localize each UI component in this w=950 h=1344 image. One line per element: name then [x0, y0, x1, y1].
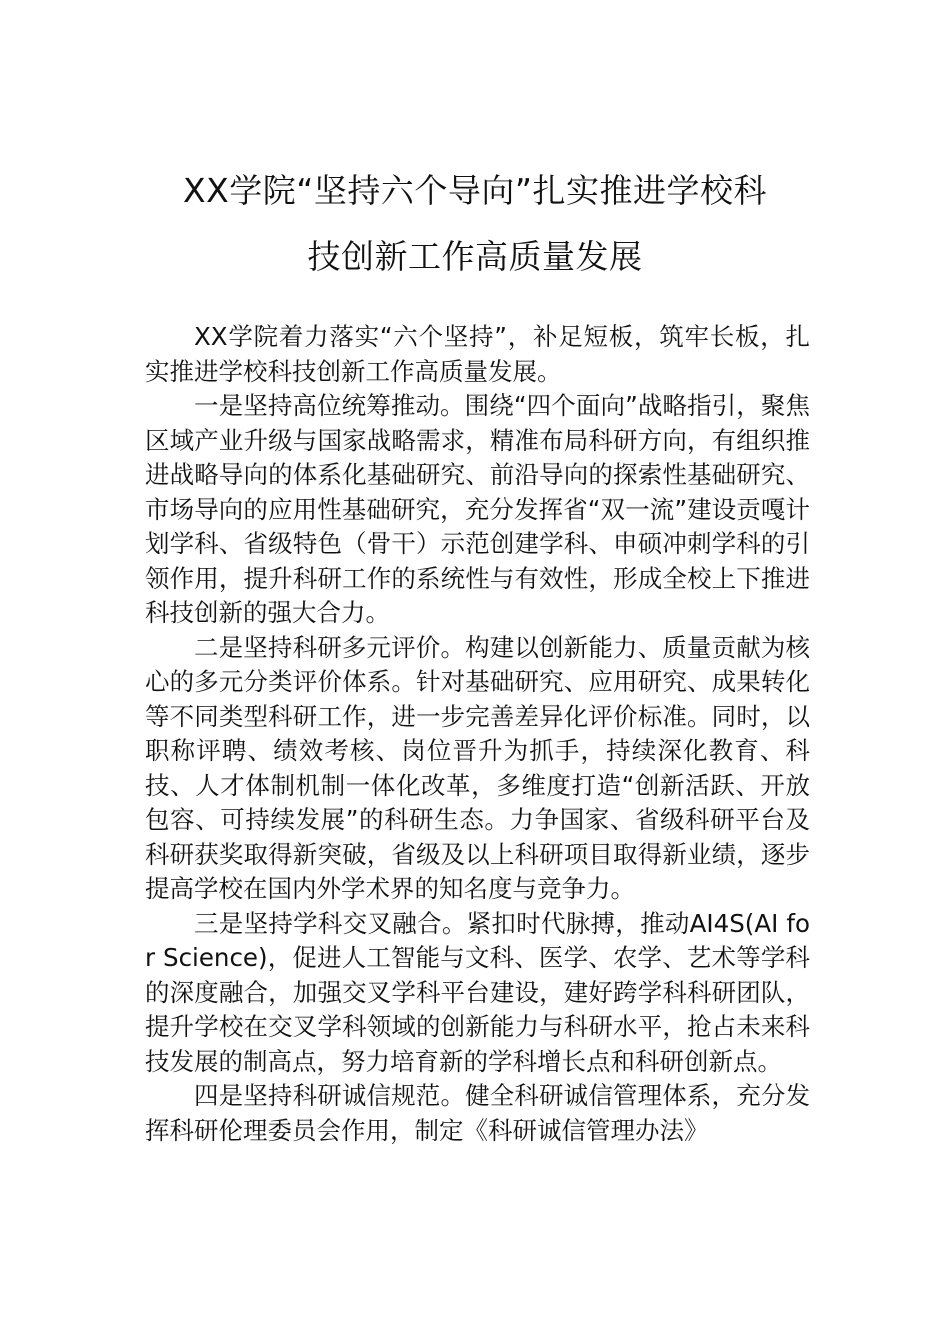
document-title — [100, 162, 850, 294]
paragraph-3: 三是坚持学科交叉融合。紧扣时代脉搏，推动AI4S(AI for Science)，促进人工智能与文科、医学、农学、艺术等学科的深度融合，加强交叉学科平台建设，建好跨学科科研团队，提升学校在交叉学科领域的创新能力与科研水平，抢占未来科技发展的制高点，努力培育新的学科增长点和科研创新点。 — [145, 908, 810, 1076]
title-line-1: XX学院“坚持六个导向”扎实推进学校科 — [183, 171, 767, 210]
paragraph-1: 一是坚持高位统筹推动。围绕“四个面向”战略指引，聚焦区域产业升级与国家战略需求，精准布局科研方向，有组织推进战略导向的体系化基础研究、前沿导向的探索性基础研究、市场导向的应用性基础研究，充分发挥省“双一流”建设贡嘎计划学科、省级特色（骨干）示范创建学科、申硕冲刺学科的引领作用，提升科研工作的系统性与有效性，形成全校上下推进科技创新的强大合力。 — [145, 391, 810, 627]
paragraph-2: 二是坚持科研多元评价。构建以创新能力、质量贡献为核心的多元分类评价体系。针对基础研究、应用研究、成果转化等不同类型科研工作，进一步完善差异化评价标准。同时，以职称评聘、绩效考核、岗位晋升为抓手，持续深化教育、科技、人才体制机制一体化改革，多维度打造“创新活跃、开放包容、可持续发展”的科研生态。力争国家、省级科研平台及科研获奖取得新突破，省级及以上科研项目取得新业绩，逐步提高学校在国内外学术界的知名度与竞争力。 — [145, 632, 810, 903]
document-body — [145, 320, 810, 1148]
paragraph-4: 四是坚持科研诚信规范。健全科研诚信管理体系，充分发挥科研伦理委员会作用，制定《科研诚信管理办法》 — [145, 1081, 810, 1145]
title-line-2: 技创新工作高质量发展 — [307, 237, 643, 276]
paragraph-intro: XX学院着力落实“六个坚持”，补足短板，筑牢长板，扎实推进学校科技创新工作高质量发展。 — [145, 322, 810, 386]
